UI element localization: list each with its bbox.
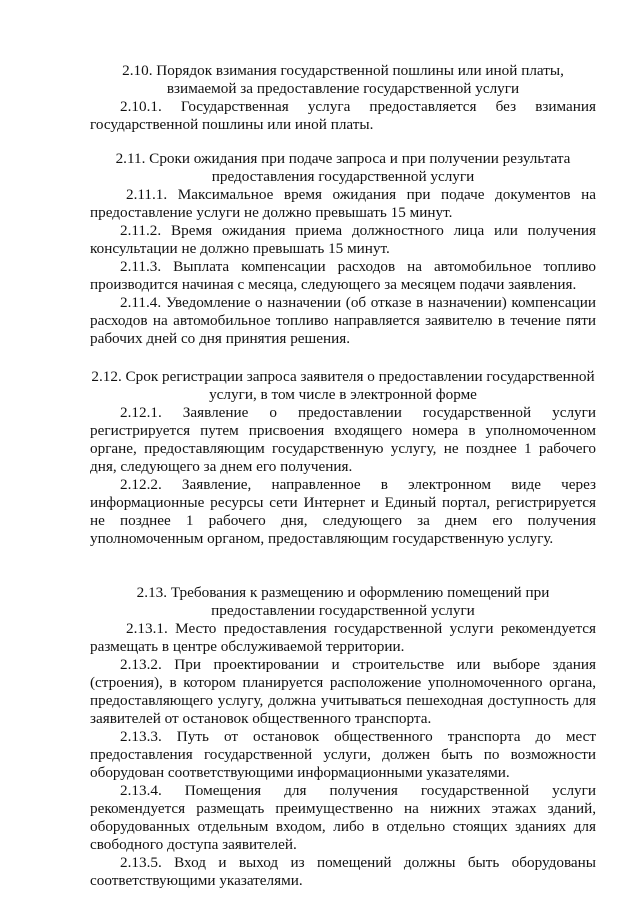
paragraph: 2.13.4. Помещения для получения государственной услуги рекомендуется размещать преимущественно на нижних этажах зданий, оборудованных отдельным входом, либо в отдельно стоящих зданиях для свободного доступа заявителей. xyxy=(90,782,596,853)
paragraph: 2.12.1. Заявление о предоставлении государственной услуги регистрируется путем присвоения входящего номера в уполномоченном органе, предоставляющим государственную услугу, не позднее 1 рабочего дня, следующего за днем его получения. xyxy=(90,404,596,475)
paragraph: 2.11.2. Время ожидания приема должностного лица или получения консультации не должно превышать 15 минут. xyxy=(90,222,596,257)
section-2-10 xyxy=(90,62,596,134)
section-2-11 xyxy=(90,150,596,348)
section-heading: 2.12. Срок регистрации запроса заявителя о предоставлении государственной услуги, в том числе в электронной форме xyxy=(91,368,595,403)
paragraph: 2.10.1. Государственная услуга предоставляется без взимания государственной пошлины или иной платы. xyxy=(90,98,596,133)
paragraph: 2.13.1. Место предоставления государственной услуги рекомендуется размещать в центре обслуживаемой территории. xyxy=(90,620,596,655)
paragraph: 2.11.3. Выплата компенсации расходов на автомобильное топливо производится начиная с месяца, следующего за месяцем подачи заявления. xyxy=(90,258,596,293)
paragraph: 2.12.2. Заявление, направленное в электронном виде через информационные ресурсы сети Интернет и Единый портал, регистрируется не позднее 1 рабочего дня, следующего за днем его получения уполномоченным органом, предоставляющим государственную услугу. xyxy=(90,476,596,547)
section-heading: 2.13. Требования к размещению и оформлению помещений при предоставлении государственной услуги xyxy=(136,584,550,619)
section-heading: 2.11. Сроки ожидания при подаче запроса и при получении результата предоставления государственной услуги xyxy=(115,150,571,185)
section-heading: 2.10. Порядок взимания государственной пошлины или иной платы, взимаемой за предоставление государственной услуги xyxy=(122,62,564,97)
paragraph: 2.13.3. Путь от остановок общественного транспорта до мест предоставления государственной услуги, должен быть по возможности оборудован соответствующими информационными указателями. xyxy=(90,728,596,781)
paragraph: 2.13.2. При проектировании и строительстве или выборе здания (строения), в котором планируется расположение уполномоченного органа, предоставляющего услугу, должна учитываться пешеходная доступность для заявителей от остановок общественного транспорта. xyxy=(90,656,596,727)
section-2-13 xyxy=(90,584,596,890)
paragraph: 2.13.5. Вход и выход из помещений должны быть оборудованы соответствующими указателями. xyxy=(90,854,596,889)
document-body xyxy=(90,62,596,890)
section-2-12 xyxy=(90,368,596,548)
paragraph: 2.11.1. Максимальное время ожидания при подаче документов на предоставление услуги не должно превышать 15 минут. xyxy=(90,186,596,221)
paragraph: 2.11.4. Уведомление о назначении (об отказе в назначении) компенсации расходов на автомобильное топливо направляется заявителю в течение пяти рабочих дней со дня принятия решения. xyxy=(90,294,596,347)
